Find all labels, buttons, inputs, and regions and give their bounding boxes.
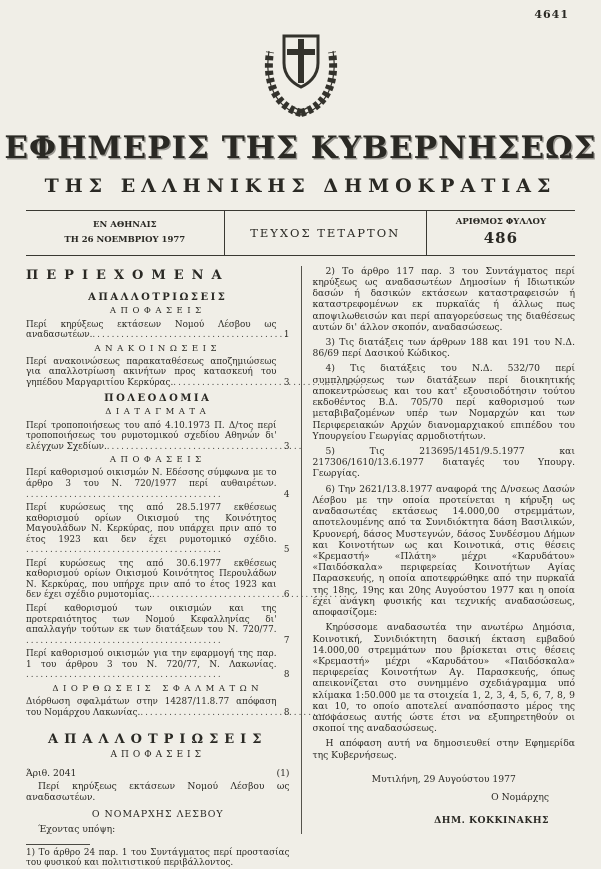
issue-number-cell bbox=[427, 211, 575, 255]
toc-block-diorthoseis bbox=[26, 684, 290, 718]
toc-entry bbox=[26, 559, 290, 601]
signature-block bbox=[313, 792, 576, 826]
footnote-rule bbox=[26, 844, 90, 845]
toc-subheading: ΔΙΑΤΑΓΜΑΤΑ bbox=[105, 407, 211, 418]
decision-subject: Περί κηρύξεως εκτάσεων Νομού Λέσβου ως αναδασωτέων. bbox=[26, 780, 290, 803]
dot-leader-icon bbox=[140, 708, 210, 719]
issue-place: ΕΝ ΑΘΗΝΑΙΣ bbox=[93, 220, 157, 231]
issue-volume: ΤΕΥΧΟΣ ΤΕΤΑΡΤΟΝ bbox=[224, 211, 427, 255]
closing-paragraph: Η απόφαση αυτή να δημοσιευθεί στην Εφημερίδα της Κυβερνήσεως. bbox=[312, 738, 575, 761]
toc-entry-text: Περί ανακοινώσεως παρακαταθέσεως αποζημιώσεως για απαλλοτρίωση ακινήτων προς κατασκευή του γηπέδου Μαργαριτίου Κερκύρας. bbox=[26, 356, 277, 388]
dot-leader-icon bbox=[26, 670, 96, 681]
toc-entry bbox=[26, 503, 290, 556]
toc-entry bbox=[26, 649, 290, 681]
toc-block-poleodomia bbox=[26, 393, 290, 452]
body-paragraph: Κηρύσσομε αναδασωτέα την ανωτέρω Δημόσια, Κοινοτική, Συνιδιόκτητη δασική έκταση εμβαδού 14.000,00 στρεμμάτων που βρίσκεται στις θέσεις «Κρεμαστή» μέχρι «Καρυδάτου» «Παιδόσκαλα» περιφερείας Κοινοτήτων Αγ. Παρασκευής, όπως απεικονίζεται στο συνημμένο σχεδιάγραμμα υπό κλίμακα 1:50.000 με τα στοιχεία 1, 2, 3, 4, 5, 6, 7, 8, 9 και 10, το οποίο αποτελεί αναπόσπαστο μέρος της αποφάσεως αυτής ώστε έτσι να εξυπηρετηθούν οι σκοποί της αναδασώσεως. bbox=[312, 622, 575, 735]
toc-entry-page: 8 bbox=[283, 707, 290, 718]
coat-of-arms-icon bbox=[0, 0, 601, 118]
contents-title: ΠΕΡΙΕΧΟΜΕΝΑ bbox=[26, 267, 230, 283]
issue-date: ΤΗ 26 ΝΟΕΜΒΡΙΟΥ 1977 bbox=[64, 234, 186, 245]
two-column-body bbox=[26, 265, 575, 869]
toc-entry-text: Περί τροποποιήσεως του από 4.10.1973 Π. Δ/τος περί τροποποιήσεως του ρυμοτομικού σχεδίου Αθηνών δι' ελέγχων Σχεδίων. bbox=[26, 420, 277, 452]
decision-number: Άριθ. 2041 bbox=[26, 767, 77, 779]
dot-leader-icon bbox=[26, 545, 96, 556]
toc-entry-page: 3 bbox=[283, 377, 290, 388]
section-subtitle: ΑΠΟΦΑΣΕΙΣ bbox=[110, 749, 205, 760]
toc-subheading: ΑΝΑΚΟΙΝΩΣΕΙΣ bbox=[94, 343, 221, 354]
decision-order-mark: (1) bbox=[276, 767, 290, 779]
masthead-subtitle: ΤΗΣ ΕΛΛΗΝΙΚΗΣ ΔΗΜΟΚΡΑΤΙΑΣ bbox=[44, 175, 557, 197]
toc-entry bbox=[26, 421, 290, 453]
masthead-title: ΕΦΗΜΕΡΙΣ ΤΗΣ ΚΥΒΕΡΝΗΣΕΩΣ bbox=[4, 130, 597, 166]
body-paragraph: 3) Τις διατάξεις των άρθρων 188 και 191 του Ν.Δ. 86/69 περί Δασικού Κώδικος. bbox=[312, 337, 575, 360]
left-column bbox=[26, 266, 301, 869]
dot-leader-icon bbox=[26, 636, 96, 647]
body-paragraph: 5) Τις 213695/1451/9.5.1977 και 217306/1610/13.6.1977 διαταγές του Υπουργ. Γεωργίας. bbox=[312, 446, 575, 480]
coat-of-arms-graphic bbox=[257, 24, 345, 118]
page-number: 4641 bbox=[534, 8, 569, 21]
body-paragraph: 4) Τις διατάξεις του Ν.Δ. 532/70 περί συμπληρώσεως των διατάξεων περί διοικητικής αποκεντρώσεως και του κατ' εξουσιοδότησιν τούτου εκδοθέντος Β.Δ. 705/70 περί καθορισμού των μεταβιβαζομένων υπέρ των Νομαρχών και των Περιφερειακών Αρχών διανομαρχιακού επιπέδου του Υπουργείου Γεωργίας αρμοδιοτήτων. bbox=[312, 363, 575, 442]
toc-entry-text: Περί κηρύξεως εκτάσεων Νομού Λέσβου ως αναδασωτέων. bbox=[26, 319, 277, 341]
toc-entry-text: Περί καθορισμού των οικισμών και της προτεραιότητος των Νομού Κεφαλληνίας δι' απαλλαγήν τούτων εκ των διατάξεων του Ν. 720/77. bbox=[26, 604, 277, 636]
toc-subheading: ΑΠΟΦΑΣΕΙΣ bbox=[109, 455, 206, 466]
toc-block-apofaseis bbox=[26, 455, 290, 681]
toc-entry-page: 6 bbox=[283, 590, 290, 601]
toc-entry-text: Περί κυρώσεως της από 28.5.1977 εκθέσεως καθορισμού ορίων Οικισμού της Κοινότητος Μαγουλάδων Ν. Κερκύρας, που υπάρχει πριν από το έτος 1923 και δεν έχει ρυμοτομικό σχέδιο. bbox=[26, 503, 277, 545]
toc-heading: ΠΟΛΕΟΔΟΜΙΑ bbox=[104, 393, 212, 405]
dot-leader-icon bbox=[26, 490, 96, 501]
signer-name: ΔΗΜ. ΚΟΚΚΙΝΑΚΗΣ bbox=[434, 814, 549, 826]
section-title: ΑΠΑΛΛΟΤΡΙΩΣΕΙΣ bbox=[48, 732, 268, 748]
toc-entry bbox=[26, 468, 290, 500]
toc-entry-text: Περί κυρώσεως της από 30.6.1977 εκθέσεως καθορισμού ορίων Οικισμού Κοινότητος Περουλάδων Ν. Κερκύρας, που υπήρχε πριν από το έτος 1923 και δεν έχει σχέδιο ρυμοτομίας. bbox=[26, 558, 277, 601]
decision-item-1: 1) Το άρθρο 24 παρ. 1 του Συντάγματος περί προστασίας του φυσικού και πολιτιστικού περιβάλλοντος. bbox=[26, 847, 290, 869]
toc-entry-page: 8 bbox=[283, 670, 290, 681]
decision-preamble: Έχοντας υπόψη: bbox=[38, 823, 116, 835]
signer-title: Ο Νομάρχης bbox=[491, 791, 549, 803]
toc-entry bbox=[26, 357, 290, 389]
toc-entry-page: 5 bbox=[283, 545, 290, 556]
toc-entry-page: 3 bbox=[283, 441, 290, 452]
dot-leader-icon bbox=[152, 590, 222, 601]
issue-place-date bbox=[26, 211, 224, 255]
signature-place-date: Μυτιλήνη, 29 Αυγούστου 1977 bbox=[371, 773, 516, 785]
decision-authority: Ο ΝΟΜΑΡΧΗΣ ΛΕΣΒΟΥ bbox=[91, 808, 224, 820]
right-column bbox=[301, 266, 576, 834]
toc-entry bbox=[26, 604, 290, 646]
issue-number-label: ΑΡΙΘΜΟΣ ΦΥΛΛΟΥ bbox=[455, 217, 547, 227]
toc-entry-page: 1 bbox=[283, 330, 290, 341]
toc-entry-text: Περί καθορισμού οικισμών για την εφαρμογή της παρ. 1 του άρθρου 3 του Ν. 720/77, Ν. Λακωνίας. bbox=[26, 649, 277, 670]
dot-leader-icon bbox=[173, 378, 243, 389]
dot-leader-icon bbox=[92, 330, 162, 341]
toc-entry-page: 7 bbox=[283, 635, 290, 646]
toc-entry-page: 4 bbox=[283, 489, 290, 500]
issue-number: 486 bbox=[483, 229, 519, 248]
toc-subheading: ΔΙΟΡΘΩΣΕΙΣ ΣΦΑΛΜΑΤΩΝ bbox=[52, 683, 264, 694]
toc-entry bbox=[26, 320, 290, 341]
toc-subheading: ΑΠΟΦΑΣΕΙΣ bbox=[109, 306, 206, 317]
toc-entry-text: Διόρθωση σφαλμάτων στην 14287/11.8.77 απόφαση του Νομάρχου Λακωνίας. bbox=[26, 697, 277, 718]
decision-number-row bbox=[26, 768, 290, 779]
issue-bar bbox=[26, 210, 575, 256]
toc-block-apallotrioseis bbox=[26, 292, 290, 340]
toc-entry bbox=[26, 697, 290, 718]
dot-leader-icon bbox=[107, 442, 177, 453]
body-paragraph: 2) Το άρθρο 117 παρ. 3 του Συντάγματος περί κηρύξεως ως αναδασωτέων Δημοσίων ή Ιδιωτικών δασών ή δασικών εκτάσεων καταστραφεισών ή καταστρεφομένων εκ πυρκαϊάς ή άλλως πως αποψιλωθεισών και περί απαγορεύσεως της διαθέσεως αυτών δι' άλλον σκοπόν, αναδασώσεως. bbox=[312, 265, 575, 333]
toc-entry-text: Περί καθορισμού οικισμών Ν. Εδέσσης σύμφωνα με το άρθρο 3 του Ν. 720/1977 περί αυθαιρέτων. bbox=[26, 468, 277, 489]
toc-heading: ΑΠΑΛΛΟΤΡΙΩΣΕΙΣ bbox=[88, 292, 228, 304]
body-paragraph: 6) Την 2621/13.8.1977 αναφορά της Δ/νσεως Δασών Λέσβου με την οποία προτείνεται η κήρυξη ως αναδασωτέας εκτάσεως 14.000,00 στρεμμάτων, αποτελουμένης από τα Συνιδιόκτητα δάση Βασιλικών, Κρυονερή, δάσος Μυστεγνών, δάσος Συνδέσμου Δήμων και Κοινοτήτων ως και Κοινοτικά, στις θέσεις «Κρεμαστή» «Πλάτη» μέχρι «Καρυδάτου» «Παιδόσκαλα» περιφερείας Κοινοτήτων Αγίας Παρασκευής, η οποία αποτεφρώθηκε από την πυρκαϊά της 18ης, 19ης και 20ης Αυγούστου 1977 και η οποία έχει ανάγκη φυσικής και τεχνικής αναδασώσεως, αποφασίζομε: bbox=[312, 483, 575, 619]
toc-block-anakoinoseis bbox=[26, 344, 290, 389]
